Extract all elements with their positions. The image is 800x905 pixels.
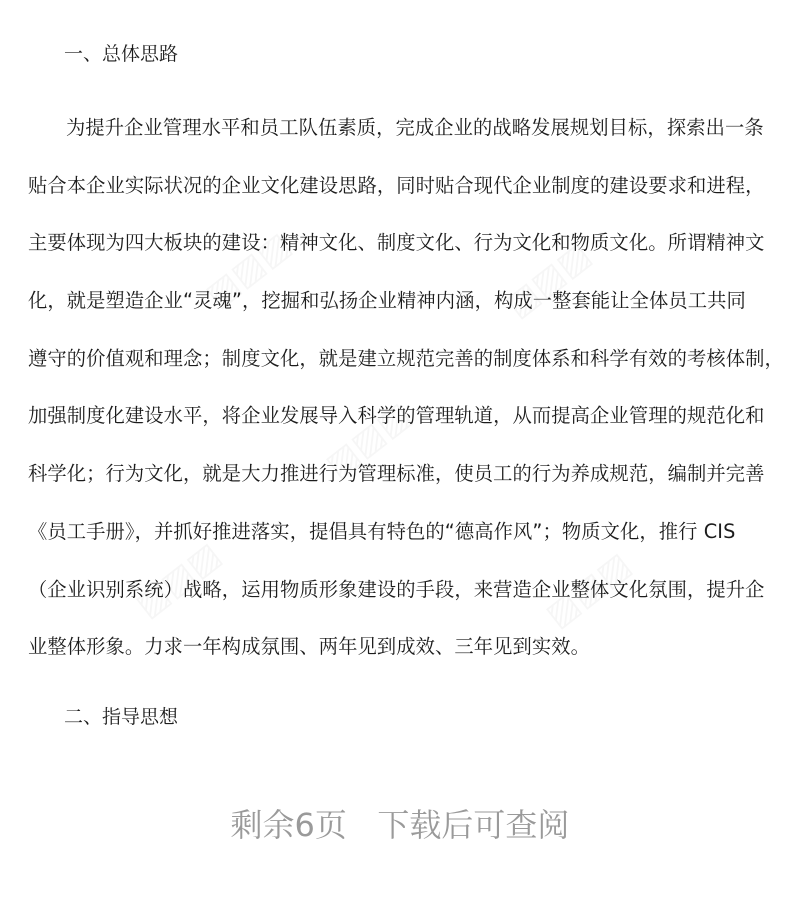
section-heading-overall-approach: 一、总体思路 [64, 43, 179, 65]
paragraph-line: （企业识别系统）战略，运用物质形象建设的手段，来营造企业整体文化氛围，提升企 [28, 577, 765, 601]
paragraph-line: 科学化；行为文化，就是大力推进行为管理标准，使员工的行为养成规范，编制并完善 [28, 462, 765, 486]
paragraph-line: 加强制度化建设水平，将企业发展导入科学的管理轨道，从而提高企业管理的规范化和 [28, 404, 765, 428]
paragraph-line: 主要体现为四大板块的建设：精神文化、制度文化、行为文化和物质文化。所谓精神文 [28, 231, 765, 255]
paragraph-line: 为提升企业管理水平和员工队伍素质，完成企业的战略发展规划目标，探索出一条 [66, 116, 764, 139]
paragraph-line: 贴合本企业实际状况的企业文化建设思路，同时贴合现代企业制度的建设要求和进程， [28, 173, 765, 197]
paragraph-line: 《员工手册》，并抓好推进落实，提倡具有特色的“德高作风”；物质文化，推行 CIS [28, 519, 736, 543]
paragraph-line: 化，就是塑造企业“灵魂”，挖掘和弘扬企业精神内涵，构成一整套能让全体员工共同 [28, 289, 746, 313]
download-to-view-prompt[interactable]: 剩余6页 下载后可查阅 [230, 806, 570, 844]
body-paragraph [28, 111, 784, 688]
paragraph-line: 遵守的价值观和理念；制度文化，就是建立规范完善的制度体系和科学有效的考核体制， [28, 346, 784, 370]
section-heading-guiding-ideology: 二、指导思想 [64, 706, 179, 728]
paragraph-line: 业整体形象。力求一年构成氛围、两年见到成效、三年见到实效。 [28, 635, 591, 659]
